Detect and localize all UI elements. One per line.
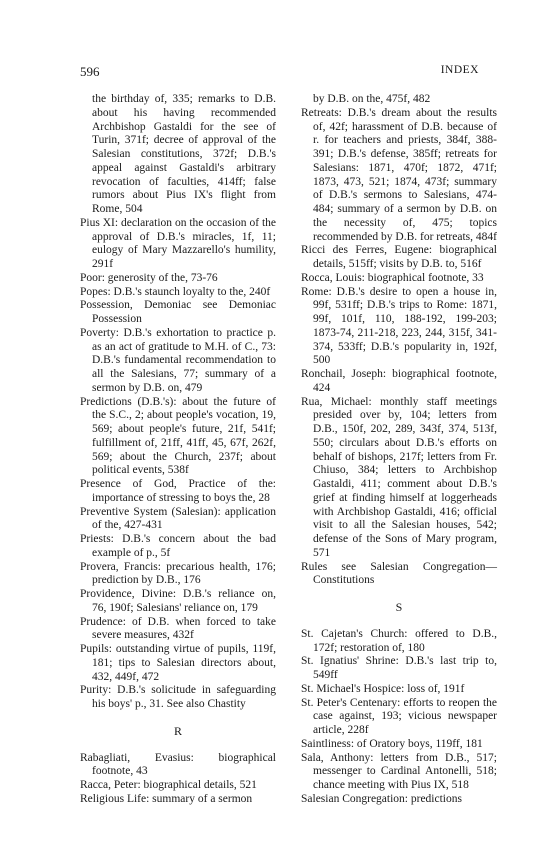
index-entry: Pupils: outstanding virtue of pupils, 119f, 181; tips to Salesian directors about, 432, 449f, 472 — [80, 643, 276, 683]
index-entry: Poverty: D.B.'s exhortation to practice p. as an act of gratitude to M.H. of C., 73: D.B.'s fundamental recommendation to all the Salesians, 77; summary of a sermon by D.B. on, 479 — [80, 326, 276, 394]
section-letter: S — [395, 600, 403, 614]
index-entry: Popes: D.B.'s staunch loyalty to the, 240f — [80, 285, 271, 298]
index-entry: the birthday of, 335; remarks to D.B. about his having recommended Archbishop Gastaldi for the see of Turin, 371f; decree of approval of the Salesian constitutions, 372f; D.B.'s appeal against Gastaldi's arbitrary revocation of faculties, 414ff; false rumors about Pius IX's flight from Rome, 504 — [92, 93, 276, 215]
index-entry: Religious Life: summary of a sermon — [80, 792, 253, 805]
index-entry: Saintliness: of Oratory boys, 119ff, 181 — [301, 737, 483, 750]
index-entry: Prudence: of D.B. when forced to take severe measures, 432f — [80, 615, 276, 642]
index-entry: Rules see Salesian Congregation—Constitutions — [301, 560, 497, 587]
index-column-left — [80, 93, 276, 807]
running-head: INDEX — [440, 64, 479, 76]
index-entry: St. Peter's Centenary: efforts to reopen the case against, 193; vicious newspaper article, 228f — [301, 696, 497, 736]
index-entry: Salesian Congregation: predictions — [301, 792, 462, 805]
index-column-right — [301, 93, 497, 807]
index-entry: Priests: D.B.'s concern about the bad example of p., 5f — [80, 533, 276, 559]
index-entry: Preventive System (Salesian): application of the, 427-431 — [80, 505, 276, 532]
index-entry: St. Cajetan's Church: offered to D.B., 172f; restoration of, 180 — [301, 627, 497, 654]
index-entry: Rua, Michael: monthly staff meetings presided over by, 104; letters from D.B., 150f, 202, 289, 343f, 374, 513f, 550; circulars about D.B.'s efforts on behalf of bishops, 217f; letters from Fr. Chiuso, 384; letters to Archbishop Gastaldi, 411; comment about D.B.'s grief at finding himself at loggerheads with Archbishop Gastaldi, 416; official visit to all the Salesian houses, 542; defense of the Sons of Mary program, 571 — [301, 395, 497, 559]
index-entry: Rabagliati, Evasius: biographical footnote, 43 — [80, 751, 276, 778]
index-entry: Pius XI: declaration on the occasion of the approval of D.B.'s miracles, 1f, 11; eulogy of Mary Mazzarello's humility, 291f — [80, 216, 276, 270]
index-entry: Purity: D.B.'s solicitude in safeguarding his boys' p., 31. See also Chastity — [80, 684, 276, 710]
index-entry: St. Michael's Hospice: loss of, 191f — [301, 682, 465, 695]
section-letter: R — [173, 723, 182, 738]
index-entry: Predictions (D.B.'s): about the future of the S.C., 2; about people's vocation, 19, 569; about people's future, 21f, 541f; fulfillment of, 21ff, 41ff, 45, 67f, 262f, 569; about the Church, 237f; about political events, 538f — [80, 395, 276, 477]
index-entry: St. Ignatius' Shrine: D.B.'s last trip to, 549ff — [301, 655, 497, 681]
index-entry: Presence of God, Practice of the: importance of stressing to boys the, 28 — [80, 478, 276, 504]
index-entry: by D.B. on the, 475f, 482 — [313, 93, 431, 105]
index-entry: Provera, Francis: precarious health, 176; prediction by D.B., 176 — [80, 560, 276, 587]
index-entry: Rocca, Louis: biographical footnote, 33 — [301, 271, 484, 284]
index-entry: Providence, Divine: D.B.'s reliance on, 76, 190f; Salesians' reliance on, 179 — [80, 588, 276, 614]
index-entry: Rome: D.B.'s desire to open a house in, 99f, 531ff; D.B.'s trips to Rome: 1871, 99f, 101f, 110, 188-192, 199-203; 1873-74, 211-218, 223, 244, 315f, 341-374, 533ff; D.B.'s popularity in, 192f, 500 — [301, 285, 497, 367]
index-entry: Possession, Demoniac see Demoniac Possession — [80, 299, 276, 325]
index-entry: Poor: generosity of the, 73-76 — [80, 271, 218, 284]
index-entry: Sala, Anthony: letters from D.B., 517; messenger to Cardinal Antonelli, 518; chance meeting with Pius IX, 518 — [301, 751, 497, 791]
index-entry: Ricci des Ferres, Eugene: biographical details, 515ff; visits by D.B. to, 516f — [301, 244, 497, 270]
index-entry: Ronchail, Joseph: biographical footnote, 424 — [301, 368, 497, 394]
index-entry: Retreats: D.B.'s dream about the results of, 42f; harassment of D.B. because of r. for teachers and priests, 384f, 388-391; D.B.'s defense, 385ff; retreats for Salesians: 1871, 470f; 1872, 471f; 1873, 473, 521; 1874, 473f; summary of D.B.'s sermons to Salesians, 474-484; summary of a sermon by D.B. on the necessity of, 475; topics recommended by D.B. for retreats, 484f — [301, 106, 497, 243]
index-entry: Racca, Peter: biographical details, 521 — [80, 779, 257, 791]
page-number: 596 — [80, 64, 100, 79]
